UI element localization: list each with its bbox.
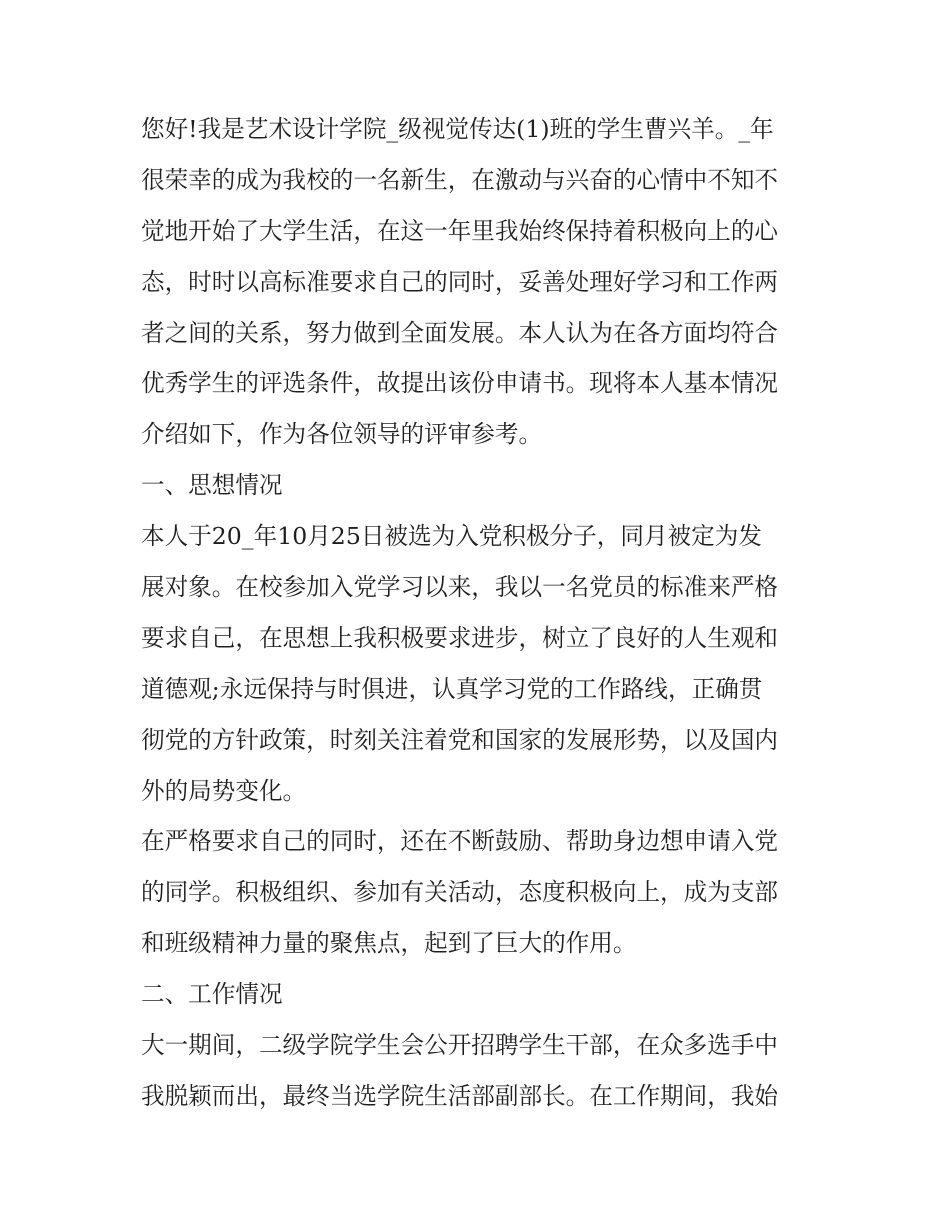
- document-body: [141, 104, 821, 1122]
- text-line: 彻党的方针政策，时刻关注着党和国家的发展形势，以及国内: [141, 725, 779, 754]
- text-line: 您好!我是艺术设计学院_级视觉传达(1)班的学生曹兴羊。_年: [141, 115, 774, 143]
- text-line: 道德观;永远保持与时俱进，认真学习党的工作路线，正确贯: [141, 674, 763, 703]
- text-line: 态，时时以高标准要求自己的同时，妥善处理好学习和工作两: [141, 267, 779, 296]
- text-line: 很荣幸的成为我校的一名新生，在激动与兴奋的心情中不知不: [141, 165, 779, 194]
- text-line: 在严格要求自己的同时，还在不断鼓励、帮助身边想申请入党: [141, 827, 779, 856]
- text-line: 介绍如下，作为各位领导的评审参考。: [141, 420, 543, 449]
- text-line: 我脱颖而出，最终当选学院生活部副部长。在工作期间，我始: [141, 1081, 779, 1110]
- text-line: 要求自己，在思想上我积极要求进步，树立了良好的人生观和: [141, 623, 779, 652]
- text-line: 展对象。在校参加入党学习以来，我以一名党员的标准来严格: [141, 573, 779, 602]
- section-heading-work: 二、工作情况: [141, 980, 283, 1009]
- text-line: 大一期间，二级学院学生会公开招聘学生干部，在众多选手中: [141, 1031, 779, 1060]
- text-line: 优秀学生的评选条件，故提出该份申请书。现将本人基本情况: [141, 369, 779, 398]
- text-line: 和班级精神力量的聚焦点，起到了巨大的作用。: [141, 929, 637, 958]
- text-line: 者之间的关系，努力做到全面发展。本人认为在各方面均符合: [141, 318, 779, 347]
- section-heading-ideology: 一、思想情况: [141, 471, 283, 500]
- text-line: 的同学。积极组织、参加有关活动，态度积极向上，成为支部: [141, 878, 779, 907]
- text-line: 外的局势变化。: [141, 776, 307, 805]
- text-line: 觉地开始了大学生活，在这一年里我始终保持着积极向上的心: [141, 216, 779, 245]
- text-line: 本人于20_年10月25日被选为入党积极分子，同月被定为发: [141, 522, 762, 551]
